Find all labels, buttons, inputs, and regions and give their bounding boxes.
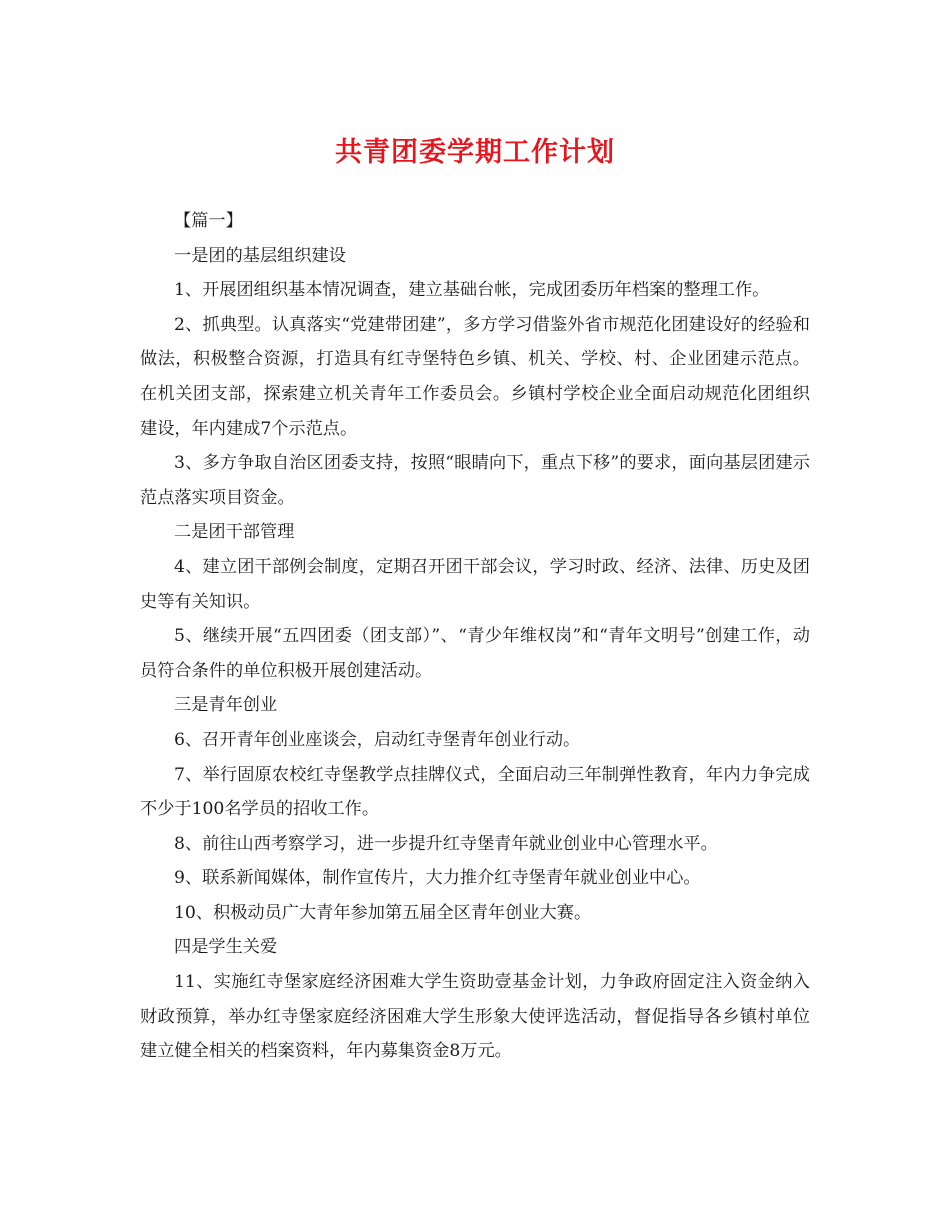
document-body	[140, 204, 810, 1069]
paragraph: 6、召开青年创业座谈会，启动红寺堡青年创业行动。	[174, 729, 581, 750]
document-title: 共青团委学期工作计划	[335, 137, 615, 168]
paragraph: 3、多方争取自治区团委支持，按照“眼睛向下，重点下移”的要求，面向基层团建示范点落实项目资金。	[140, 453, 810, 508]
paragraph: 8、前往山西考察学习，进一步提升红寺堡青年就业创业中心管理水平。	[174, 833, 718, 854]
section-heading: 二是团干部管理	[174, 522, 295, 543]
paragraph: 2、抓典型。认真落实“党建带团建”，多方学习借鉴外省市规范化团建设好的经验和做法，积极整合资源，打造具有红寺堡特色乡镇、机关、学校、村、企业团建示范点。在机关团支部，探索建立机关青年工作委员会。乡镇村学校企业全面启动规范化团组织建设，年内建成7个示范点。	[140, 314, 810, 439]
paragraph: 1、开展团组织基本情况调查，建立基础台帐，完成团委历年档案的整理工作。	[174, 280, 770, 301]
paragraph: 5、继续开展“五四团委（团支部）”、“青少年维权岗”和“青年文明号”创建工作，动员符合条件的单位积极开展创建活动。	[140, 626, 810, 681]
section-marker: 【篇一】	[174, 211, 243, 231]
section-heading: 三是青年创业	[174, 695, 278, 716]
paragraph: 4、建立团干部例会制度，定期召开团干部会议，学习时政、经济、法律、历史及团史等有关知识。	[140, 556, 810, 612]
section-heading: 四是学生关爱	[174, 937, 278, 958]
paragraph: 9、联系新闻媒体，制作宣传片，大力推介红寺堡青年就业创业中心。	[174, 868, 701, 889]
paragraph: 7、举行固原农校红寺堡教学点挂牌仪式，全面启动三年制弹性教育，年内力争完成不少于100名学员的招收工作。	[140, 764, 810, 820]
section-heading: 一是团的基层组织建设	[174, 245, 346, 266]
paragraph: 11、实施红寺堡家庭经济困难大学生资助壹基金计划，力争政府固定注入资金纳入财政预算，举办红寺堡家庭经济困难大学生形象大使评选活动，督促指导各乡镇村单位建立健全相关的档案资料，年内募集资金8万元。	[140, 972, 810, 1062]
paragraph: 10、积极动员广大青年参加第五届全区青年创业大赛。	[174, 902, 592, 923]
